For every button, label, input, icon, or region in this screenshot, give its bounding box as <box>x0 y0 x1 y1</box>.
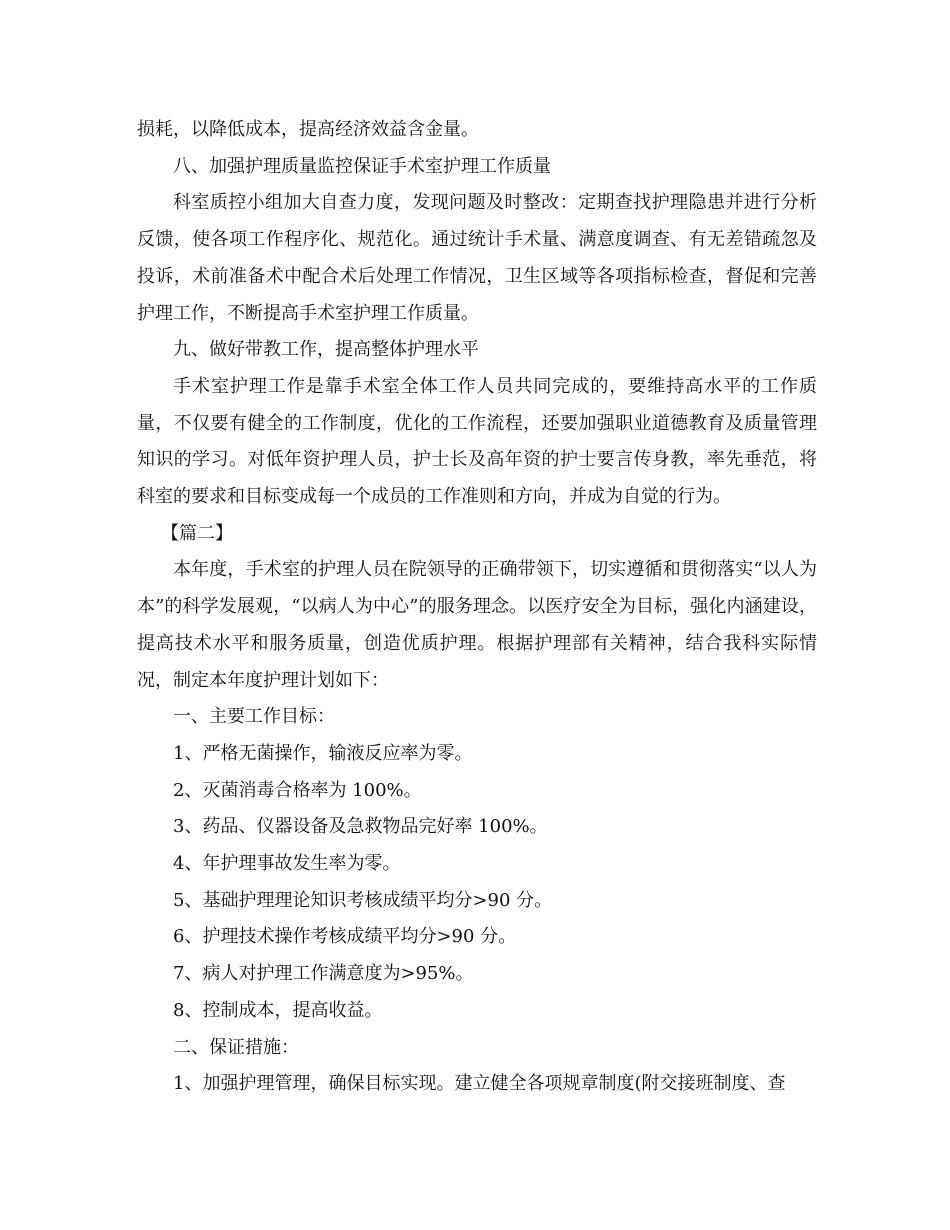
paragraph-teaching: 手术室护理工作是靠手术室全体工作人员共同完成的，要维持高水平的工作质量，不仅要有健全的工作制度，优化的工作流程，还要加强职业道德教育及质量管理知识的学习。对低年资护理人员，护士长及高年资的护士要言传身教，率先垂范，将科室的要求和目标变成每一个成员的工作准则和方向，并成为自觉的行为。 <box>137 375 817 508</box>
goal-item-4: 4、年护理事故发生率为零。 <box>173 853 401 875</box>
goal-item-2: 2、灭菌消毒合格率为 100%。 <box>173 779 422 801</box>
goal-item-3: 3、药品、仪器设备及急救物品完好率 100%。 <box>173 816 548 838</box>
section-heading-9: 九、做好带教工作，提高整体护理水平 <box>173 339 479 361</box>
paragraph-quality-control: 科室质控小组加大自查力度，发现问题及时整改：定期查找护理隐患并进行分析反馈，使各项工作程序化、规范化。通过统计手术量、满意度调查、有无差错疏忽及投诉，术前准备术中配合术后处理工作情况，卫生区域等各项指标检查，督促和完善护理工作，不断提高手术室护理工作质量。 <box>137 192 817 324</box>
section-heading-8: 八、加强护理质量监控保证手术室护理工作质量 <box>173 155 551 177</box>
section-heading-goals: 一、主要工作目标： <box>173 706 335 728</box>
goal-item-5: 5、基础护理理论知识考核成绩平均分>90 分。 <box>173 889 553 911</box>
part-two-heading: 【篇二】 <box>161 522 233 544</box>
document-body <box>137 112 817 1103</box>
goal-item-6: 6、护理技术操作考核成绩平均分>90 分。 <box>173 926 517 948</box>
section-heading-measures: 二、保证措施： <box>173 1036 299 1058</box>
paragraph-intro: 本年度，手术室的护理人员在院领导的正确带领下，切实遵循和贯彻落实“以人为本”的科学发展观，“以病人为中心”的服务理念。以医疗安全为目标，强化内涵建设，提高技术水平和服务质量，创造优质护理。根据护理部有关精神，结合我科实际情况，制定本年度护理计划如下： <box>137 559 817 691</box>
measure-item-1: 1、加强护理管理，确保目标实现。建立健全各项规章制度(附交接班制度、查 <box>173 1073 786 1095</box>
goal-item-7: 7、病人对护理工作满意度为>95%。 <box>173 963 474 985</box>
goal-item-1: 1、严格无菌操作，输液反应率为零。 <box>173 742 473 764</box>
goal-item-8: 8、控制成本，提高收益。 <box>173 999 383 1021</box>
paragraph-1: 损耗，以降低成本，提高经济效益含金量。 <box>137 119 479 140</box>
